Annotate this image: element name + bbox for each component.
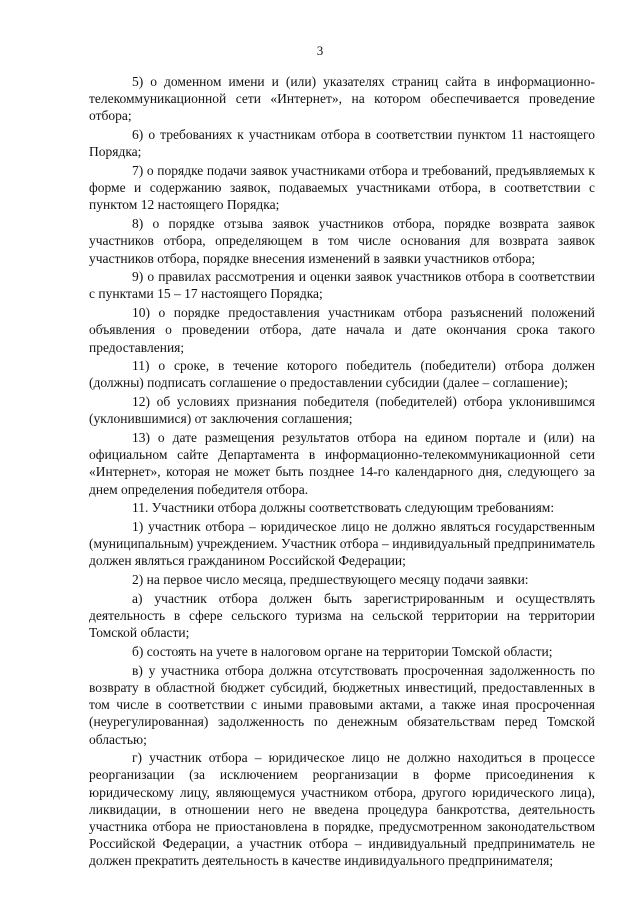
paragraph-item-5: 5) о доменном имени и (или) указателях страниц сайта в информационно-телекоммуникационной сети «Интернет», на котором обеспечивается проведение отбора; xyxy=(89,74,595,124)
requirement-2a: а) участник отбора должен быть зарегистрированным и осуществлять деятельность в сфере сельского туризма на сельской территории на территории Томской области; xyxy=(89,590,595,641)
requirement-2: 2) на первое число месяца, предшествующего месяцу подачи заявки: xyxy=(132,572,529,588)
paragraph-item-8: 8) о порядке отзыва заявок участников отбора, порядке возврата заявок участников отбора, определяющем в том числе основания для возврата заявок участников отбора, порядке внесения изменений в заявки участников отбора; xyxy=(89,216,595,266)
paragraph-item-11: 11) о сроке, в течение которого победитель (победители) отбора должен (должны) подписать соглашение о предоставлении субсидии (далее – соглашение); xyxy=(89,358,595,391)
requirement-2b: б) состоять на учете в налоговом органе на территории Томской области; xyxy=(132,644,553,659)
paragraph-item-6: 6) о требованиях к участникам отбора в соответствии пунктом 11 настоящего Порядка; xyxy=(89,127,595,160)
paragraph-item-12: 12) об условиях признания победителя (победителей) отбора уклонившимся (уклонившимися) от заключения соглашения; xyxy=(89,394,595,427)
document-body xyxy=(89,73,595,871)
requirement-1: 1) участник отбора – юридическое лицо не должно являться государственным (муниципальным) учреждением. Участник отбора – индивидуальный предприниматель должен являться гражданином Российской Федерации; xyxy=(89,519,595,569)
paragraph-item-13: 13) о дате размещения результатов отбора на едином портале и (или) на официальном сайте Департамента в информационно-телекоммуникационной сети «Интернет», которая не может быть позднее 14-го календарного дня, следующего за днем определения победителя отбора. xyxy=(89,430,595,497)
paragraph-item-7: 7) о порядке подачи заявок участниками отбора и требований, предъявляемых к форме и содержанию заявок, подаваемых участниками отбора, в соответствии с пунктом 12 настоящего Порядка; xyxy=(89,163,595,213)
requirement-2g: г) участник отбора – юридическое лицо не должно находиться в процессе реорганизации (за исключением реорганизации в форме присоединения к юридическому лицу, являющемуся участником отбора, другого юридического лица), ликвидации, в отношении него не введена процедура банкротства, деятельность участника отбора не приостановлена в порядке, предусмотренном законодательством Российской Федерации, а участник отбора – индивидуальный предприниматель не должен прекратить деятельность в качестве индивидуального предпринимателя; xyxy=(89,750,595,869)
paragraph-item-9: 9) о правилах рассмотрения и оценки заявок участников отбора в соответствии с пунктами 15 – 17 настоящего Порядка; xyxy=(89,269,595,302)
paragraph-item-10: 10) о порядке предоставления участникам отбора разъяснений положений объявления о проведении отбора, дате начала и дате окончания срока такого предоставления; xyxy=(89,305,595,355)
page-number: 3 xyxy=(316,43,324,58)
section-11-heading: 11. Участники отбора должны соответствовать следующим требованиям: xyxy=(132,500,555,516)
requirement-2v: в) у участника отбора должна отсутствовать просроченная задолженность по возврату в областной бюджет субсидий, бюджетных инвестиций, предоставленных в том числе в соответствии с иными правовыми актами, а также иная просроченная (неурегулированная) задолженность по денежным обязательствам перед Томской областью; xyxy=(89,662,595,747)
